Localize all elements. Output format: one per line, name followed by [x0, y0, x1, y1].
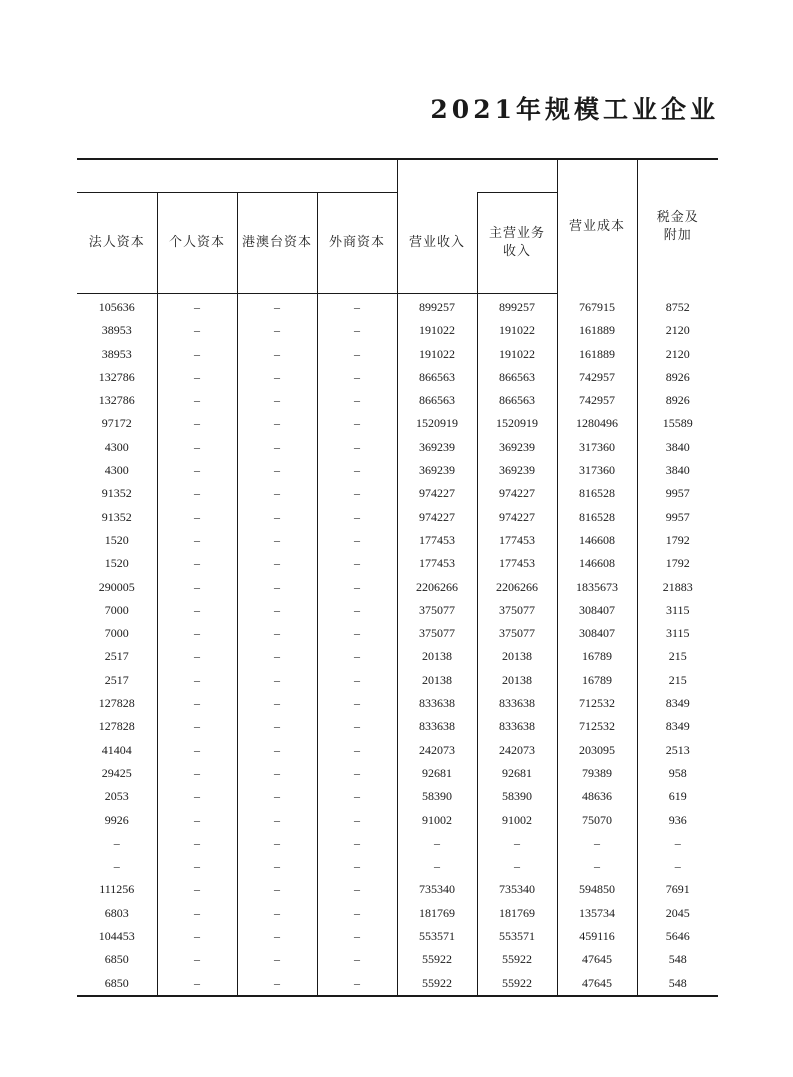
table-cell: –	[157, 552, 237, 575]
table-cell: –	[237, 809, 317, 832]
table-cell: –	[237, 576, 317, 599]
table-cell: –	[317, 576, 397, 599]
table-cell: 899257	[397, 294, 477, 320]
table-cell: –	[157, 529, 237, 552]
table-cell: 20138	[397, 669, 477, 692]
table-row	[77, 343, 718, 366]
table-cell: –	[157, 832, 237, 855]
table-cell: 58390	[477, 785, 557, 808]
table-cell: –	[317, 622, 397, 645]
table-cell: –	[317, 599, 397, 622]
table-cell: 9957	[637, 506, 718, 529]
table-row	[77, 529, 718, 552]
table-cell: 735340	[397, 878, 477, 901]
table-cell: –	[237, 948, 317, 971]
table-cell: –	[157, 762, 237, 785]
table-cell: 553571	[397, 925, 477, 948]
table-cell: 2120	[637, 319, 718, 342]
table-cell: 47645	[557, 972, 637, 996]
header-group-capital	[77, 159, 397, 193]
table-row	[77, 715, 718, 738]
table-cell: 866563	[477, 389, 557, 412]
table-cell: 161889	[557, 319, 637, 342]
table-cell: 712532	[557, 692, 637, 715]
table-cell: –	[237, 529, 317, 552]
table-cell: –	[157, 366, 237, 389]
table-cell: 191022	[477, 343, 557, 366]
table-cell: 7000	[104, 602, 129, 617]
table-cell: 866563	[397, 366, 477, 389]
table-cell: 974227	[397, 506, 477, 529]
table-cell: –	[113, 835, 120, 850]
table-cell: 20138	[477, 669, 557, 692]
table-row	[77, 855, 718, 878]
table-cell: 459116	[557, 925, 637, 948]
table-cell: 181769	[477, 902, 557, 925]
table-cell: –	[157, 459, 237, 482]
table-cell: 97172	[101, 416, 132, 431]
table-cell: 375077	[397, 599, 477, 622]
table-cell: 308407	[557, 599, 637, 622]
table-cell: –	[317, 645, 397, 668]
table-cell: 9926	[104, 812, 129, 827]
table-cell: 1520	[104, 532, 129, 547]
table-row	[77, 902, 718, 925]
table-cell: 8349	[637, 715, 718, 738]
table-cell: –	[557, 855, 637, 878]
table-cell: 866563	[397, 389, 477, 412]
table-cell: 242073	[477, 739, 557, 762]
table-cell: 8349	[637, 692, 718, 715]
table-cell: –	[397, 855, 477, 878]
table-cell: 712532	[557, 715, 637, 738]
table-cell: 3115	[637, 622, 718, 645]
table-cell: –	[157, 506, 237, 529]
table-cell: 2206266	[477, 576, 557, 599]
table-cell: 75070	[557, 809, 637, 832]
table-cell: –	[157, 785, 237, 808]
table-cell: –	[317, 669, 397, 692]
table-cell: 105636	[98, 300, 135, 314]
table-cell: 553571	[477, 925, 557, 948]
table-cell: 177453	[477, 529, 557, 552]
table-cell: 16789	[557, 645, 637, 668]
table-cell: –	[317, 552, 397, 575]
header-top-row	[77, 159, 718, 193]
table-cell: 41404	[101, 742, 132, 757]
table-cell: –	[637, 855, 718, 878]
table-cell: 55922	[477, 972, 557, 996]
table-row	[77, 294, 718, 320]
table-cell: 2517	[104, 672, 129, 687]
table-cell: –	[557, 832, 637, 855]
table-cell: –	[317, 366, 397, 389]
table-cell: –	[237, 739, 317, 762]
table-row	[77, 552, 718, 575]
table-cell: –	[237, 319, 317, 342]
table-row	[77, 645, 718, 668]
table-cell: 833638	[477, 692, 557, 715]
header-operating-revenue: 营业收入	[397, 193, 477, 294]
table-cell: 161889	[557, 343, 637, 366]
table-cell: 375077	[397, 622, 477, 645]
table-cell: 177453	[477, 552, 557, 575]
table-row	[77, 506, 718, 529]
table-cell: 1520	[104, 556, 129, 571]
table-cell: 91002	[397, 809, 477, 832]
table-row	[77, 809, 718, 832]
table-cell: 2513	[637, 739, 718, 762]
table-cell: –	[477, 855, 557, 878]
table-cell: –	[157, 576, 237, 599]
table-cell: –	[317, 436, 397, 459]
table-cell: –	[237, 832, 317, 855]
table-cell: 369239	[477, 436, 557, 459]
table-cell: 242073	[397, 739, 477, 762]
table-cell: 2045	[637, 902, 718, 925]
table-cell: 816528	[557, 506, 637, 529]
table-cell: 833638	[397, 715, 477, 738]
table-cell: 317360	[557, 436, 637, 459]
table-cell: –	[237, 599, 317, 622]
table-cell: –	[317, 343, 397, 366]
table-cell: 1835673	[557, 576, 637, 599]
table-cell: 8926	[637, 366, 718, 389]
table-cell: –	[237, 972, 317, 996]
table-cell: 132786	[98, 369, 135, 384]
table-cell: 215	[637, 669, 718, 692]
table-cell: –	[157, 878, 237, 901]
table-cell: 146608	[557, 529, 637, 552]
table-cell: 21883	[637, 576, 718, 599]
header-taxes-surcharges: 税金及 附加	[637, 159, 718, 294]
table-cell: –	[237, 506, 317, 529]
table-cell: –	[317, 389, 397, 412]
table-cell: –	[317, 692, 397, 715]
table-cell: 104453	[98, 929, 135, 944]
table-cell: 215	[637, 645, 718, 668]
table-cell: 974227	[397, 482, 477, 505]
table-cell: 132786	[98, 393, 135, 408]
table-cell: –	[237, 925, 317, 948]
table-cell: –	[397, 832, 477, 855]
table-cell: 29425	[101, 765, 132, 780]
table-cell: –	[237, 343, 317, 366]
table-cell: 191022	[477, 319, 557, 342]
table-cell: –	[237, 715, 317, 738]
table-cell: –	[317, 482, 397, 505]
table-cell: –	[317, 739, 397, 762]
table-row	[77, 948, 718, 971]
table-row	[77, 319, 718, 342]
table-cell: 38953	[101, 323, 132, 338]
header-operating-cost: 营业成本	[557, 159, 637, 294]
table-cell: 5646	[637, 925, 718, 948]
table-cell: –	[157, 925, 237, 948]
table-row	[77, 925, 718, 948]
table-cell: –	[237, 785, 317, 808]
table-cell: 2206266	[397, 576, 477, 599]
page-title: 2021年规模工业企业	[430, 95, 719, 124]
table-cell: 181769	[397, 902, 477, 925]
table-cell: –	[317, 902, 397, 925]
table-cell: –	[317, 506, 397, 529]
table-row	[77, 576, 718, 599]
table-cell: –	[237, 366, 317, 389]
table-cell: –	[317, 925, 397, 948]
table-row	[77, 878, 718, 901]
header-main-business-revenue: 主营业务 收入	[477, 193, 557, 294]
table-cell: 20138	[397, 645, 477, 668]
table-cell: 3115	[637, 599, 718, 622]
table-row	[77, 436, 718, 459]
table-cell: –	[317, 319, 397, 342]
table-cell: 1520919	[397, 412, 477, 435]
table-cell: 191022	[397, 343, 477, 366]
table-cell: 767915	[557, 294, 637, 320]
table-cell: 866563	[477, 366, 557, 389]
table-cell: 4300	[104, 463, 129, 478]
table-row	[77, 482, 718, 505]
table-cell: –	[317, 832, 397, 855]
table-cell: 135734	[557, 902, 637, 925]
table-cell: –	[157, 412, 237, 435]
table-row	[77, 972, 718, 996]
table-cell: 2517	[104, 649, 129, 664]
table-cell: 91352	[101, 509, 132, 524]
header-legal-person-capital: 法人资本	[77, 193, 157, 294]
table-cell: 742957	[557, 366, 637, 389]
table-cell: –	[317, 715, 397, 738]
table-cell: 308407	[557, 622, 637, 645]
table-row	[77, 832, 718, 855]
table-row	[77, 692, 718, 715]
table-cell: 594850	[557, 878, 637, 901]
table-cell: 6803	[104, 905, 129, 920]
table-cell: –	[317, 412, 397, 435]
table-cell: 833638	[477, 715, 557, 738]
table-cell: –	[317, 785, 397, 808]
table-cell: –	[317, 855, 397, 878]
table-row	[77, 459, 718, 482]
table-cell: 375077	[477, 622, 557, 645]
table-cell: 1520919	[477, 412, 557, 435]
table-cell: –	[157, 809, 237, 832]
table-cell: –	[157, 294, 237, 320]
table-cell: 742957	[557, 389, 637, 412]
table-cell: 127828	[98, 719, 135, 734]
table-cell: 974227	[477, 482, 557, 505]
table-cell: 92681	[397, 762, 477, 785]
table-cell: –	[237, 762, 317, 785]
statistics-table	[77, 158, 718, 997]
table-cell: 735340	[477, 878, 557, 901]
table-cell: –	[157, 622, 237, 645]
table-cell: –	[237, 412, 317, 435]
table-cell: –	[157, 972, 237, 996]
table-cell: –	[157, 948, 237, 971]
table-cell: 1792	[637, 552, 718, 575]
table-body	[77, 294, 718, 996]
table-cell: 177453	[397, 552, 477, 575]
table-cell: –	[317, 529, 397, 552]
table-cell: 111256	[99, 882, 135, 897]
table-row	[77, 669, 718, 692]
table-cell: 6850	[77, 972, 157, 996]
table-cell: 7000	[104, 626, 129, 641]
table-cell: –	[157, 645, 237, 668]
table-cell: 375077	[477, 599, 557, 622]
table-cell: –	[157, 599, 237, 622]
header-group-revenue	[397, 159, 557, 193]
table-cell: –	[157, 739, 237, 762]
table-cell: –	[157, 389, 237, 412]
table-cell: –	[317, 972, 397, 996]
statistics-table-container	[77, 158, 718, 997]
table-cell: 4300	[104, 439, 129, 454]
table-cell: 548	[637, 948, 718, 971]
table-cell: –	[637, 832, 718, 855]
table-cell: –	[157, 436, 237, 459]
table-cell: 369239	[397, 459, 477, 482]
table-cell: –	[113, 859, 120, 874]
table-cell: –	[237, 855, 317, 878]
table-cell: 177453	[397, 529, 477, 552]
table-cell: –	[317, 878, 397, 901]
table-row	[77, 389, 718, 412]
table-cell: –	[237, 645, 317, 668]
table-cell: 55922	[397, 972, 477, 996]
table-cell: 619	[637, 785, 718, 808]
table-cell: 58390	[397, 785, 477, 808]
table-cell: 92681	[477, 762, 557, 785]
table-cell: 203095	[557, 739, 637, 762]
table-cell: –	[317, 762, 397, 785]
table-row	[77, 785, 718, 808]
table-cell: –	[237, 294, 317, 320]
table-cell: –	[317, 948, 397, 971]
table-cell: 48636	[557, 785, 637, 808]
table-cell: 20138	[477, 645, 557, 668]
table-cell: 146608	[557, 552, 637, 575]
table-cell: 55922	[397, 948, 477, 971]
table-row	[77, 739, 718, 762]
table-cell: –	[237, 482, 317, 505]
table-cell: –	[237, 902, 317, 925]
table-cell: 38953	[101, 346, 132, 361]
table-row	[77, 622, 718, 645]
table-cell: –	[237, 878, 317, 901]
table-cell: –	[237, 436, 317, 459]
table-cell: 9957	[637, 482, 718, 505]
table-cell: 936	[637, 809, 718, 832]
table-cell: 6850	[104, 952, 129, 967]
table-cell: –	[477, 832, 557, 855]
header-hk-macao-taiwan-capital: 港澳台资本	[237, 193, 317, 294]
table-cell: 2120	[637, 343, 718, 366]
table-cell: 3840	[637, 436, 718, 459]
table-cell: 3840	[637, 459, 718, 482]
table-cell: 369239	[477, 459, 557, 482]
table-cell: –	[237, 622, 317, 645]
table-cell: –	[317, 809, 397, 832]
table-cell: 2053	[104, 789, 129, 804]
table-cell: 1280496	[557, 412, 637, 435]
table-cell: 47645	[557, 948, 637, 971]
header-foreign-capital: 外商资本	[317, 193, 397, 294]
table-cell: 833638	[397, 692, 477, 715]
table-cell: 290005	[98, 579, 135, 594]
table-cell: 7691	[637, 878, 718, 901]
table-cell: 191022	[397, 319, 477, 342]
table-cell: –	[237, 692, 317, 715]
table-cell: –	[157, 855, 237, 878]
table-cell: 974227	[477, 506, 557, 529]
table-cell: –	[157, 319, 237, 342]
table-cell: 79389	[557, 762, 637, 785]
table-cell: 369239	[397, 436, 477, 459]
table-cell: –	[157, 715, 237, 738]
table-cell: –	[237, 669, 317, 692]
table-row	[77, 366, 718, 389]
table-cell: 899257	[477, 294, 557, 320]
table-cell: –	[317, 459, 397, 482]
table-row	[77, 599, 718, 622]
header-individual-capital: 个人资本	[157, 193, 237, 294]
table-cell: 548	[637, 972, 718, 996]
table-cell: –	[237, 389, 317, 412]
table-cell: 15589	[637, 412, 718, 435]
table-cell: 8752	[637, 294, 718, 320]
table-row	[77, 762, 718, 785]
table-cell: 1792	[637, 529, 718, 552]
table-cell: –	[157, 482, 237, 505]
table-cell: –	[157, 692, 237, 715]
table-cell: –	[237, 552, 317, 575]
table-cell: –	[157, 343, 237, 366]
table-cell: 816528	[557, 482, 637, 505]
table-row	[77, 412, 718, 435]
table-cell: 91352	[101, 486, 132, 501]
table-cell: 317360	[557, 459, 637, 482]
table-cell: 16789	[557, 669, 637, 692]
table-cell: 8926	[637, 389, 718, 412]
table-cell: –	[157, 669, 237, 692]
table-cell: 91002	[477, 809, 557, 832]
table-cell: –	[157, 902, 237, 925]
table-cell: 127828	[98, 696, 135, 711]
table-cell: –	[237, 459, 317, 482]
table-cell: 958	[637, 762, 718, 785]
table-cell: –	[317, 294, 397, 320]
table-cell: 55922	[477, 948, 557, 971]
